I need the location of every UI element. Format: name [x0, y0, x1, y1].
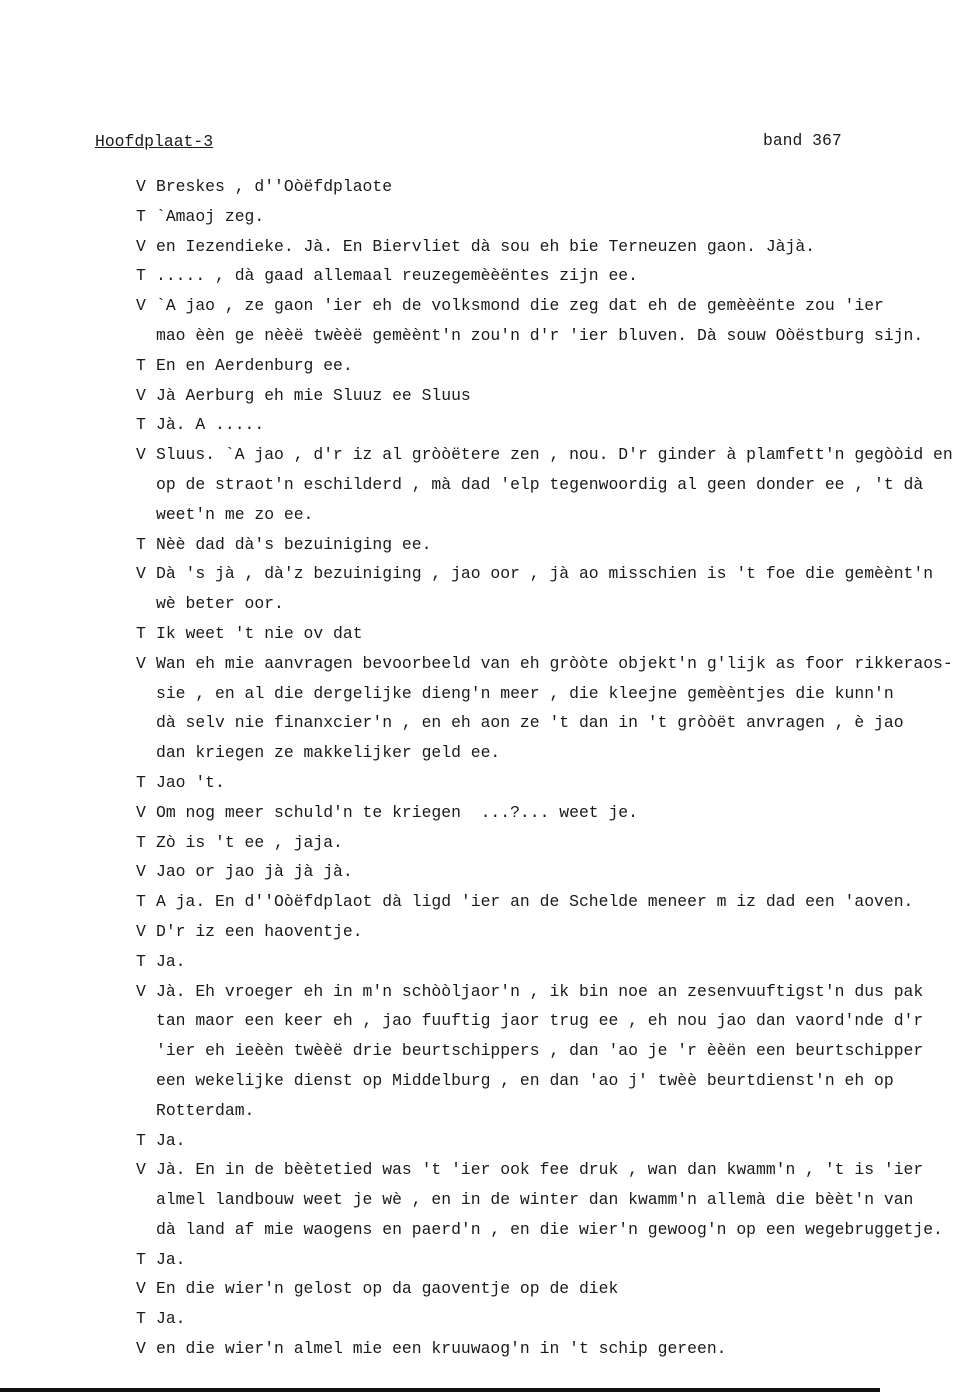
- line-text: A ja. En d''Oòëfdplaot dà ligd 'ier an de Schelde meneer m iz dad een 'aoven.: [156, 892, 914, 912]
- speaker-label: V: [136, 385, 146, 405]
- speaker-label: T: [136, 1249, 146, 1269]
- transcript-line: [136, 321, 973, 351]
- line-text: Jà. A .....: [156, 415, 265, 435]
- line-text: Dà 's jà , dà'z bezuiniging , jao oor , jà ao misschien is 't foe die gemèènt'n: [156, 564, 934, 584]
- speaker-label: V: [136, 445, 146, 465]
- transcript-turn: [136, 857, 973, 887]
- transcript-turn: [136, 798, 973, 828]
- transcript-line: [136, 738, 973, 768]
- transcript-turn: [136, 381, 973, 411]
- line-text: Breskes , d''Oòëfdplaote: [156, 177, 393, 196]
- line-text: Jà Aerburg eh mie Sluuz ee Sluus: [156, 385, 471, 405]
- transcript-line: [136, 1185, 973, 1215]
- speaker-label: T: [136, 415, 146, 435]
- transcript-line: [136, 828, 973, 858]
- transcript-turn: [136, 261, 973, 291]
- transcript-line: [136, 887, 973, 917]
- line-text: op de straot'n eschilderd , mà dad 'elp tegenwoordig al geen donder ee , 't dà: [156, 474, 924, 494]
- line-text: Jao 't.: [156, 772, 225, 792]
- transcript-turn: [136, 530, 973, 560]
- speaker-label: T: [136, 355, 146, 375]
- transcript-line: [136, 202, 973, 232]
- transcript-line: [136, 381, 973, 411]
- line-text: Jà. Eh vroeger eh in m'n schòòljaor'n , ik bin noe an zesenvuuftigst'n dus pak: [156, 981, 924, 1001]
- speaker-label: T: [136, 206, 146, 226]
- transcript-turn: [136, 1126, 973, 1156]
- transcript-line: [136, 1036, 973, 1066]
- transcript-turn: [136, 1274, 973, 1304]
- transcript-turn: [136, 291, 973, 351]
- transcript-turn: [136, 828, 973, 858]
- speaker-label: T: [136, 1130, 146, 1150]
- transcript-turn: [136, 1334, 973, 1364]
- transcript-turn: [136, 649, 973, 768]
- line-text: Rotterdam.: [156, 1100, 255, 1120]
- bottom-rule: [0, 1388, 880, 1392]
- speaker-label: T: [136, 534, 146, 554]
- speaker-label: V: [136, 862, 146, 882]
- line-text: tan maor een keer eh , jao fuuftig jaor trug ee , eh nou jao dan vaord'nde d'r: [156, 1011, 924, 1031]
- speaker-label: V: [136, 802, 146, 822]
- line-text: dà selv nie finanxcier'n , en eh aon ze 't dan in 't gròòët anvragen , è jao: [156, 713, 904, 733]
- speaker-label: T: [136, 772, 146, 792]
- transcript-line: [136, 679, 973, 709]
- transcript-turn: [136, 977, 973, 1126]
- transcript-line: [136, 1155, 973, 1185]
- transcript: [136, 172, 973, 1364]
- transcript-line: [136, 470, 973, 500]
- line-text: 'ier eh ieèèn twèèë drie beurtschippers , dan 'ao je 'r èèën een beurtschipper: [156, 1041, 924, 1061]
- transcript-turn: [136, 410, 973, 440]
- speaker-label: V: [136, 564, 146, 584]
- transcript-line: [136, 917, 973, 947]
- band-number: band 367: [763, 131, 842, 150]
- transcript-line: [136, 232, 973, 262]
- transcript-line: [136, 1096, 973, 1126]
- transcript-turn: [136, 351, 973, 381]
- line-text: almel landbouw weet je wè , en in de winter dan kwamm'n allemà die bèèt'n van: [156, 1190, 914, 1210]
- line-text: en Iezendieke. Jà. En Biervliet dà sou eh bie Terneuzen gaon. Jàjà.: [156, 236, 816, 256]
- line-text: Jao or jao jà jà jà.: [156, 862, 353, 882]
- transcript-turn: [136, 1155, 973, 1244]
- transcript-turn: [136, 440, 973, 529]
- speaker-label: V: [136, 921, 146, 941]
- line-text: Ja.: [156, 1249, 186, 1269]
- transcript-line: [136, 798, 973, 828]
- transcript-line: [136, 977, 973, 1007]
- speaker-label: V: [136, 981, 146, 1001]
- line-text: `A jao , ze gaon 'ier eh de volksmond die zeg dat eh de gemèèënte zou 'ier: [156, 296, 884, 316]
- line-text: Sluus. `A jao , d'r iz al gròòëtere zen , nou. D'r ginder à plamfett'n gegòòid en: [156, 445, 953, 465]
- line-text: Om nog meer schuld'n te kriegen ...?... weet je.: [156, 802, 638, 822]
- transcript-line: [136, 172, 973, 202]
- transcript-turn: [136, 947, 973, 977]
- speaker-label: T: [136, 832, 146, 852]
- transcript-line: [136, 410, 973, 440]
- transcript-line: [136, 1245, 973, 1275]
- line-text: een wekelijke dienst op Middelburg , en dan 'ao j' twèè beurtdienst'n eh op: [156, 1070, 894, 1090]
- transcript-line: [136, 1304, 973, 1334]
- transcript-line: [136, 1274, 973, 1304]
- document-title: Hoofdplaat-3: [95, 132, 214, 151]
- transcript-turn: [136, 202, 973, 232]
- transcript-line: [136, 559, 973, 589]
- line-text: Ja.: [156, 951, 186, 971]
- speaker-label: V: [136, 1279, 146, 1299]
- speaker-label: T: [136, 892, 146, 912]
- line-text: Nèè dad dà's bezuiniging ee.: [156, 534, 432, 554]
- line-text: en die wier'n almel mie een kruuwaog'n in 't schip gereen.: [156, 1339, 727, 1359]
- transcript-line: [136, 857, 973, 887]
- transcript-turn: [136, 1245, 973, 1275]
- line-text: En die wier'n gelost op da gaoventje op de diek: [156, 1279, 619, 1299]
- transcript-turn: [136, 917, 973, 947]
- line-text: dan kriegen ze makkelijker geld ee.: [156, 743, 501, 763]
- line-text: Zò is 't ee , jaja.: [156, 832, 343, 852]
- transcript-turn: [136, 887, 973, 917]
- line-text: mao èèn ge nèèë twèèë gemèènt'n zou'n d'r 'ier bluven. Dà souw Oòëstburg sijn.: [156, 325, 924, 345]
- line-text: Ik weet 't nie ov dat: [156, 623, 363, 643]
- transcript-line: [136, 440, 973, 470]
- transcript-line: [136, 500, 973, 530]
- transcript-line: [136, 589, 973, 619]
- line-text: `Amaoj zeg.: [156, 206, 265, 226]
- transcript-line: [136, 261, 973, 291]
- transcript-turn: [136, 619, 973, 649]
- line-text: wè beter oor.: [156, 594, 284, 614]
- transcript-turn: [136, 559, 973, 619]
- speaker-label: T: [136, 951, 146, 971]
- speaker-label: V: [136, 177, 146, 196]
- transcript-turn: [136, 1304, 973, 1334]
- speaker-label: V: [136, 653, 146, 673]
- speaker-label: T: [136, 1309, 146, 1329]
- transcript-line: [136, 1215, 973, 1245]
- transcript-line: [136, 1066, 973, 1096]
- speaker-label: V: [136, 236, 146, 256]
- line-text: weet'n me zo ee.: [156, 504, 314, 524]
- line-text: Ja.: [156, 1130, 186, 1150]
- transcript-line: [136, 1006, 973, 1036]
- transcript-line: [136, 351, 973, 381]
- transcript-line: [136, 530, 973, 560]
- transcript-turn: [136, 172, 973, 202]
- line-text: Jà. En in de bèètetied was 't 'ier ook fee druk , wan dan kwamm'n , 't is 'ier: [156, 1160, 924, 1180]
- line-text: Wan eh mie aanvragen bevoorbeeld van eh gròòte objekt'n g'lijk as foor rikkeraos-: [156, 653, 953, 673]
- line-text: En en Aerdenburg ee.: [156, 355, 353, 375]
- transcript-line: [136, 1334, 973, 1364]
- transcript-line: [136, 649, 973, 679]
- transcript-turn: [136, 768, 973, 798]
- transcript-line: [136, 947, 973, 977]
- transcript-turn: [136, 232, 973, 262]
- speaker-label: T: [136, 623, 146, 643]
- line-text: dà land af mie waogens en paerd'n , en die wier'n gewoog'n op een wegebruggetje.: [156, 1219, 943, 1239]
- speaker-label: V: [136, 1160, 146, 1180]
- transcript-line: [136, 619, 973, 649]
- speaker-label: V: [136, 296, 146, 316]
- speaker-label: T: [136, 266, 146, 286]
- speaker-label: V: [136, 1339, 146, 1359]
- line-text: ..... , dà gaad allemaal reuzegemèèëntes zijn ee.: [156, 266, 638, 286]
- transcript-line: [136, 708, 973, 738]
- transcript-line: [136, 1126, 973, 1156]
- transcript-line: [136, 768, 973, 798]
- transcript-line: [136, 291, 973, 321]
- line-text: Ja.: [156, 1309, 186, 1329]
- line-text: D'r iz een haoventje.: [156, 921, 363, 941]
- line-text: sie , en al die dergelijke dieng'n meer , die kleejne gemèèntjes die kunn'n: [156, 683, 894, 703]
